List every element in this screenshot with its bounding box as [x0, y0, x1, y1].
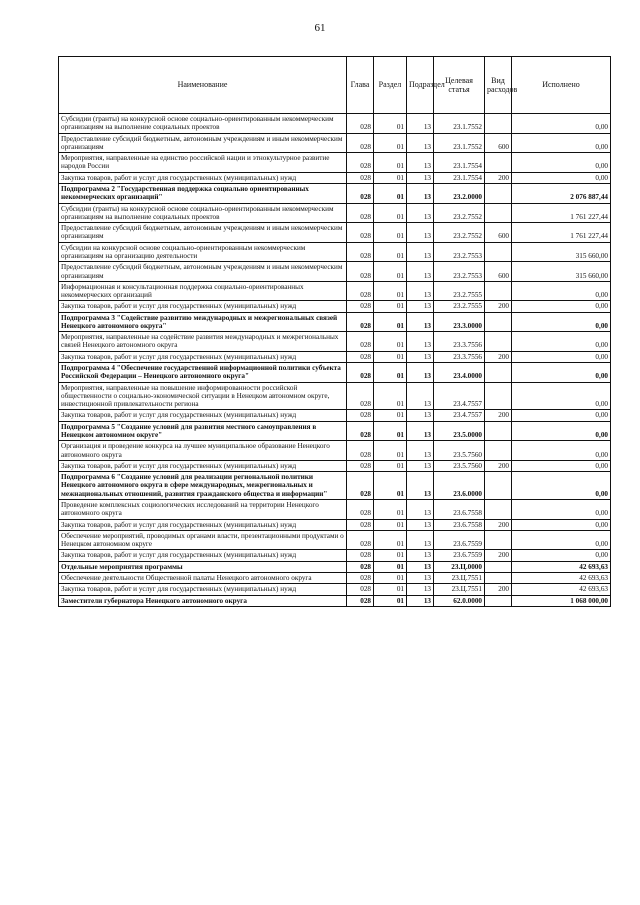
cell-razdel: 01: [374, 472, 407, 500]
cell-celevaya: 23.2.7555: [434, 301, 485, 312]
cell-ispolneno: 0,00: [512, 530, 611, 550]
cell-podrazdel: 13: [407, 172, 434, 183]
cell-podrazdel: 13: [407, 203, 434, 223]
cell-vid: [485, 183, 512, 203]
cell-ispolneno: 315 660,00: [512, 262, 611, 282]
cell-podrazdel: 13: [407, 595, 434, 606]
table-row: [59, 223, 611, 243]
cell-podrazdel: 13: [407, 382, 434, 410]
cell-vid: [485, 153, 512, 173]
cell-podrazdel: 13: [407, 550, 434, 561]
cell-name: Закупка товаров, работ и услуг для государственных (муниципальных) нужд: [59, 550, 347, 561]
cell-vid: [485, 572, 512, 583]
cell-podrazdel: 13: [407, 223, 434, 243]
cell-vid: [485, 242, 512, 262]
cell-celevaya: 23.3.7556: [434, 332, 485, 352]
cell-name: Подпрограмма 4 "Обеспечение государственной информационной политики субъекта Российской Федерации – Ненецкого автономного округа": [59, 363, 347, 383]
cell-podrazdel: 13: [407, 472, 434, 500]
cell-podrazdel: 13: [407, 561, 434, 572]
cell-glava: 028: [347, 441, 374, 461]
cell-ispolneno: 0,00: [512, 301, 611, 312]
cell-celevaya: 23.6.7558: [434, 519, 485, 530]
cell-ispolneno: 0,00: [512, 133, 611, 153]
cell-ispolneno: 0,00: [512, 153, 611, 173]
cell-glava: 028: [347, 242, 374, 262]
cell-glava: 028: [347, 572, 374, 583]
cell-glava: 028: [347, 363, 374, 383]
cell-celevaya: 23.2.7553: [434, 242, 485, 262]
table-row: [59, 519, 611, 530]
cell-celevaya: 23.Ц.7551: [434, 572, 485, 583]
cell-name: Информационная и консультационная поддержка социально-ориентированных некоммерческих организаций: [59, 281, 347, 301]
cell-vid: [485, 499, 512, 519]
header-razdel: Раздел: [374, 57, 407, 114]
cell-celevaya: 23.Ц.0000: [434, 561, 485, 572]
table-row: [59, 133, 611, 153]
cell-razdel: 01: [374, 519, 407, 530]
table-row: [59, 550, 611, 561]
cell-podrazdel: 13: [407, 572, 434, 583]
cell-podrazdel: 13: [407, 312, 434, 332]
cell-glava: 028: [347, 519, 374, 530]
cell-ispolneno: 42 693,63: [512, 561, 611, 572]
cell-glava: 028: [347, 223, 374, 243]
cell-glava: 028: [347, 203, 374, 223]
cell-celevaya: 23.6.7558: [434, 499, 485, 519]
cell-glava: 028: [347, 183, 374, 203]
cell-celevaya: 23.1.7554: [434, 172, 485, 183]
cell-celevaya: 23.2.0000: [434, 183, 485, 203]
cell-vid: [485, 561, 512, 572]
cell-celevaya: 23.1.7552: [434, 133, 485, 153]
cell-glava: 028: [347, 460, 374, 471]
cell-glava: 028: [347, 114, 374, 134]
cell-glava: 028: [347, 312, 374, 332]
header-ispolneno: Исполнено: [512, 57, 611, 114]
cell-vid: [485, 421, 512, 441]
cell-celevaya: 23.6.7559: [434, 530, 485, 550]
cell-ispolneno: 0,00: [512, 332, 611, 352]
cell-name: Проведение комплексных социологических исследований на территории Ненецкого автономного округа: [59, 499, 347, 519]
cell-podrazdel: 13: [407, 281, 434, 301]
cell-celevaya: 23.2.7552: [434, 223, 485, 243]
cell-vid: 200: [485, 460, 512, 471]
cell-razdel: 01: [374, 332, 407, 352]
cell-name: Закупка товаров, работ и услуг для государственных (муниципальных) нужд: [59, 460, 347, 471]
table-row: [59, 472, 611, 500]
table-row: [59, 153, 611, 173]
cell-razdel: 01: [374, 382, 407, 410]
cell-podrazdel: 13: [407, 114, 434, 134]
cell-razdel: 01: [374, 550, 407, 561]
table-row: [59, 242, 611, 262]
cell-name: Обеспечение мероприятий, проводимых органами власти, презентационными продуктами о Ненецком автономном округе: [59, 530, 347, 550]
table-row: [59, 203, 611, 223]
cell-name: Отдельные мероприятия программы: [59, 561, 347, 572]
cell-celevaya: 23.5.7560: [434, 441, 485, 461]
cell-glava: 028: [347, 584, 374, 595]
cell-glava: 028: [347, 499, 374, 519]
cell-glava: 028: [347, 595, 374, 606]
cell-glava: 028: [347, 561, 374, 572]
cell-podrazdel: 13: [407, 441, 434, 461]
cell-podrazdel: 13: [407, 499, 434, 519]
cell-razdel: 01: [374, 281, 407, 301]
cell-ispolneno: 315 660,00: [512, 242, 611, 262]
cell-podrazdel: 13: [407, 530, 434, 550]
cell-glava: 028: [347, 472, 374, 500]
cell-vid: 600: [485, 133, 512, 153]
cell-glava: 028: [347, 281, 374, 301]
cell-name: Закупка товаров, работ и услуг для государственных (муниципальных) нужд: [59, 172, 347, 183]
cell-ispolneno: 0,00: [512, 351, 611, 362]
cell-vid: 200: [485, 172, 512, 183]
table-row: [59, 281, 611, 301]
header-vid: Вид расходов: [485, 57, 512, 114]
cell-razdel: 01: [374, 441, 407, 461]
cell-vid: [485, 595, 512, 606]
cell-razdel: 01: [374, 499, 407, 519]
cell-name: Субсидии (гранты) на конкурсной основе социально-ориентированным некоммерческим организациям на выполнение социальных проектов: [59, 114, 347, 134]
table-row: [59, 410, 611, 421]
cell-name: Обеспечение деятельности Общественной палаты Ненецкого автономного округа: [59, 572, 347, 583]
table-row: [59, 332, 611, 352]
page-number: 61: [314, 22, 326, 34]
cell-vid: 200: [485, 301, 512, 312]
cell-razdel: 01: [374, 223, 407, 243]
cell-ispolneno: 1 761 227,44: [512, 203, 611, 223]
cell-vid: 600: [485, 223, 512, 243]
cell-razdel: 01: [374, 572, 407, 583]
cell-podrazdel: 13: [407, 153, 434, 173]
cell-vid: 200: [485, 584, 512, 595]
cell-name: Закупка товаров, работ и услуг для государственных (муниципальных) нужд: [59, 301, 347, 312]
table-row: [59, 172, 611, 183]
cell-celevaya: 23.3.7556: [434, 351, 485, 362]
cell-celevaya: 62.0.0000: [434, 595, 485, 606]
table-body: [59, 114, 611, 607]
cell-glava: 028: [347, 351, 374, 362]
header-podrazdel: Подраздел: [407, 57, 434, 114]
cell-celevaya: 23.4.7557: [434, 410, 485, 421]
cell-razdel: 01: [374, 242, 407, 262]
cell-razdel: 01: [374, 153, 407, 173]
table-row: [59, 301, 611, 312]
cell-razdel: 01: [374, 114, 407, 134]
cell-podrazdel: 13: [407, 183, 434, 203]
cell-celevaya: 23.4.7557: [434, 382, 485, 410]
cell-vid: [485, 472, 512, 500]
cell-vid: 600: [485, 262, 512, 282]
cell-name: Субсидии (гранты) на конкурсной основе социально-ориентированным некоммерческим организациям на выполнение социальных проектов: [59, 203, 347, 223]
cell-name: Субсидии на конкурсной основе социально-ориентированным некоммерческим организациям на организацию деятельности: [59, 242, 347, 262]
cell-razdel: 01: [374, 203, 407, 223]
header-glava: Глава: [347, 57, 374, 114]
cell-name: Заместители губернатора Ненецкого автономного округа: [59, 595, 347, 606]
cell-name: Закупка товаров, работ и услуг для государственных (муниципальных) нужд: [59, 519, 347, 530]
cell-glava: 028: [347, 421, 374, 441]
cell-name: Закупка товаров, работ и услуг для государственных (муниципальных) нужд: [59, 584, 347, 595]
cell-razdel: 01: [374, 301, 407, 312]
cell-vid: 200: [485, 550, 512, 561]
cell-glava: 028: [347, 172, 374, 183]
cell-celevaya: 23.Ц.7551: [434, 584, 485, 595]
table-row: [59, 114, 611, 134]
table-row: [59, 572, 611, 583]
cell-razdel: 01: [374, 561, 407, 572]
table-row: [59, 441, 611, 461]
cell-vid: 200: [485, 519, 512, 530]
cell-podrazdel: 13: [407, 301, 434, 312]
cell-razdel: 01: [374, 351, 407, 362]
cell-glava: 028: [347, 530, 374, 550]
cell-vid: 200: [485, 410, 512, 421]
cell-glava: 028: [347, 262, 374, 282]
cell-razdel: 01: [374, 460, 407, 471]
cell-name: Мероприятия, направленные на повышение информированности российской общественности о социально-экономической ситуации в Ненецком автономном округе, инвестиционной привлекательности региона: [59, 382, 347, 410]
cell-name: Подпрограмма 6 "Создание условий для реализации региональной политики Ненецкого автономного округа в сфере международных, межрегиональных и межнациональных отношений, развития гражданского общества и информации": [59, 472, 347, 500]
cell-razdel: 01: [374, 312, 407, 332]
table-row: [59, 530, 611, 550]
cell-razdel: 01: [374, 363, 407, 383]
cell-ispolneno: 42 693,63: [512, 584, 611, 595]
cell-podrazdel: 13: [407, 460, 434, 471]
cell-ispolneno: 0,00: [512, 499, 611, 519]
cell-name: Предоставление субсидий бюджетным, автономным учреждениям и иным некоммерческим организациям: [59, 223, 347, 243]
cell-name: Организация и проведение конкурса на лучшее муниципальное образование Ненецкого автономного округа: [59, 441, 347, 461]
table-row: [59, 584, 611, 595]
cell-name: Закупка товаров, работ и услуг для государственных (муниципальных) нужд: [59, 410, 347, 421]
cell-vid: [485, 332, 512, 352]
cell-razdel: 01: [374, 172, 407, 183]
cell-ispolneno: 42 693,63: [512, 572, 611, 583]
cell-celevaya: 23.4.0000: [434, 363, 485, 383]
cell-vid: 200: [485, 351, 512, 362]
cell-glava: 028: [347, 332, 374, 352]
cell-vid: [485, 281, 512, 301]
cell-podrazdel: 13: [407, 519, 434, 530]
table-row: [59, 183, 611, 203]
cell-vid: [485, 114, 512, 134]
budget-table: [58, 56, 611, 607]
cell-razdel: 01: [374, 262, 407, 282]
cell-razdel: 01: [374, 421, 407, 441]
cell-podrazdel: 13: [407, 242, 434, 262]
cell-celevaya: 23.1.7554: [434, 153, 485, 173]
cell-vid: [485, 363, 512, 383]
table-row: [59, 312, 611, 332]
cell-razdel: 01: [374, 133, 407, 153]
cell-celevaya: 23.3.0000: [434, 312, 485, 332]
cell-ispolneno: 0,00: [512, 281, 611, 301]
cell-ispolneno: 0,00: [512, 519, 611, 530]
cell-glava: 028: [347, 410, 374, 421]
cell-podrazdel: 13: [407, 410, 434, 421]
cell-name: Подпрограмма 3 "Содействие развитию международных и межрегиональных связей Ненецкого автономного округа": [59, 312, 347, 332]
table-row: [59, 363, 611, 383]
cell-ispolneno: 0,00: [512, 312, 611, 332]
cell-razdel: 01: [374, 410, 407, 421]
table-header-row: [59, 57, 611, 114]
cell-celevaya: 23.1.7552: [434, 114, 485, 134]
cell-glava: 028: [347, 301, 374, 312]
cell-razdel: 01: [374, 584, 407, 595]
table-row: [59, 351, 611, 362]
cell-podrazdel: 13: [407, 332, 434, 352]
table-row: [59, 561, 611, 572]
cell-vid: [485, 312, 512, 332]
cell-glava: 028: [347, 382, 374, 410]
cell-ispolneno: 0,00: [512, 410, 611, 421]
cell-name: Мероприятия, направленные на содействие развития международных и межрегиональных связей Ненецкого автономного округа: [59, 332, 347, 352]
cell-celevaya: 23.6.7559: [434, 550, 485, 561]
cell-ispolneno: 0,00: [512, 550, 611, 561]
cell-ispolneno: 0,00: [512, 460, 611, 471]
cell-vid: [485, 441, 512, 461]
cell-razdel: 01: [374, 530, 407, 550]
cell-ispolneno: 0,00: [512, 172, 611, 183]
cell-celevaya: 23.2.7552: [434, 203, 485, 223]
table-row: [59, 460, 611, 471]
cell-podrazdel: 13: [407, 262, 434, 282]
cell-vid: [485, 382, 512, 410]
cell-celevaya: 23.2.7553: [434, 262, 485, 282]
cell-name: Мероприятия, направленные на единство российской нации и этнокультурное развитие народов России: [59, 153, 347, 173]
cell-ispolneno: 2 076 887,44: [512, 183, 611, 203]
cell-ispolneno: 0,00: [512, 472, 611, 500]
cell-glava: 028: [347, 550, 374, 561]
cell-ispolneno: 1 068 000,00: [512, 595, 611, 606]
cell-name: Подпрограмма 2 "Государственная поддержка социально ориентированных некоммерческих организаций": [59, 183, 347, 203]
cell-podrazdel: 13: [407, 584, 434, 595]
cell-ispolneno: 0,00: [512, 382, 611, 410]
cell-podrazdel: 13: [407, 421, 434, 441]
cell-glava: 028: [347, 153, 374, 173]
cell-razdel: 01: [374, 183, 407, 203]
cell-celevaya: 23.5.7560: [434, 460, 485, 471]
cell-podrazdel: 13: [407, 363, 434, 383]
cell-vid: [485, 203, 512, 223]
cell-celevaya: 23.2.7555: [434, 281, 485, 301]
header-celevaya: Целевая статья: [434, 57, 485, 114]
cell-podrazdel: 13: [407, 133, 434, 153]
cell-vid: [485, 530, 512, 550]
cell-podrazdel: 13: [407, 351, 434, 362]
cell-name: Предоставление субсидий бюджетным, автономным учреждениям и иным некоммерческим организациям: [59, 262, 347, 282]
cell-celevaya: 23.5.0000: [434, 421, 485, 441]
cell-name: Подпрограмма 5 "Создание условий для развития местного самоуправления в Ненецком автономном округе": [59, 421, 347, 441]
cell-ispolneno: 0,00: [512, 421, 611, 441]
cell-name: Закупка товаров, работ и услуг для государственных (муниципальных) нужд: [59, 351, 347, 362]
cell-glava: 028: [347, 133, 374, 153]
cell-celevaya: 23.6.0000: [434, 472, 485, 500]
cell-name: Предоставление субсидий бюджетным, автономным учреждениям и иным некоммерческим организациям: [59, 133, 347, 153]
table-row: [59, 499, 611, 519]
cell-razdel: 01: [374, 595, 407, 606]
cell-ispolneno: 0,00: [512, 441, 611, 461]
header-name: Наименование: [59, 57, 347, 114]
table-row: [59, 262, 611, 282]
table-row: [59, 382, 611, 410]
cell-ispolneno: 0,00: [512, 114, 611, 134]
cell-ispolneno: 0,00: [512, 363, 611, 383]
table-row: [59, 421, 611, 441]
cell-ispolneno: 1 761 227,44: [512, 223, 611, 243]
table-row: [59, 595, 611, 606]
